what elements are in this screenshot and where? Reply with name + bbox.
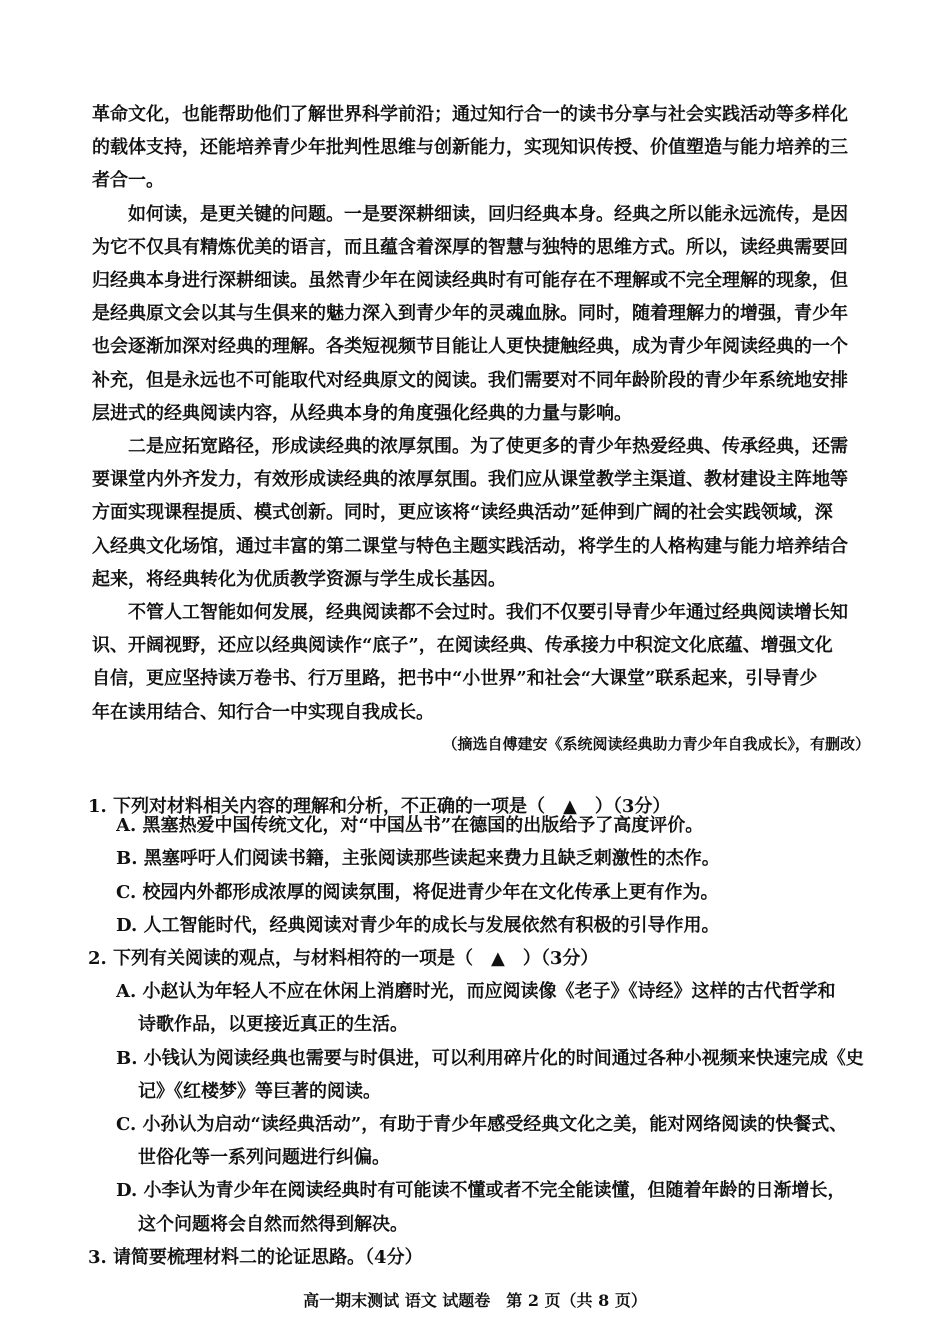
question-1-option-b: B. 黑塞呼吁人们阅读书籍，主张阅读那些读起来费力且缺乏刺激性的杰作。 bbox=[116, 848, 720, 869]
question-2-option-c-cont: 世俗化等一系列问题进行纠偏。 bbox=[138, 1147, 390, 1168]
passage-line: 归经典本身进行深耕细读。虽然青少年在阅读经典时有可能存在不理解或不完全理解的现象，但 bbox=[92, 270, 848, 291]
question-1-option-d: D. 人工智能时代，经典阅读对青少年的成长与发展依然有积极的引导作用。 bbox=[116, 915, 720, 936]
passage-line: 革命文化，也能帮助他们了解世界科学前沿；通过知行合一的读书分享与社会实践活动等多样化 bbox=[92, 104, 848, 125]
question-2-option-b-cont: 记》《红楼梦》等巨著的阅读。 bbox=[138, 1081, 381, 1102]
page-footer: 高一期末测试 语文 试题卷 第 2 页（共 8 页） bbox=[303, 1291, 647, 1310]
question-2-option-c: C. 小孙认为启动“读经典活动”，有助于青少年感受经典文化之美，能对网络阅读的快餐式、 bbox=[116, 1114, 848, 1135]
passage-line: 入经典文化场馆，通过丰富的第二课堂与特色主题实践活动，将学生的人格构建与能力培养结合 bbox=[92, 536, 848, 557]
passage-line: 也会逐渐加深对经典的理解。各类短视频节目能让人更快捷触经典，成为青少年阅读经典的一个 bbox=[92, 336, 848, 357]
question-2-option-d-cont: 这个问题将会自然而然得到解决。 bbox=[138, 1214, 408, 1235]
passage-line: 如何读，是更关键的问题。一是要深耕细读，回归经典本身。经典之所以能永远流传，是因 bbox=[128, 204, 848, 225]
question-1-option-a: A. 黑塞热爱中国传统文化，对“中国丛书”在德国的出版给予了高度评价。 bbox=[116, 815, 704, 836]
passage-source: （摘选自傅建安《系统阅读经典助力青少年自我成长》，有删改） bbox=[442, 735, 870, 753]
question-2-option-d: D. 小李认为青少年在阅读经典时有可能读不懂或者不完全能读懂，但随着年龄的日渐增长， bbox=[116, 1180, 846, 1201]
passage-line: 层进式的经典阅读内容，从经典本身的角度强化经典的力量与影响。 bbox=[92, 403, 632, 424]
passage-line: 方面实现课程提质、模式创新。同时，更应该将“读经典活动”延伸到广阔的社会实践领域，深 bbox=[92, 502, 833, 523]
question-2-option-a-cont: 诗歌作品，以更接近真正的生活。 bbox=[138, 1014, 408, 1035]
passage-line: 起来，将经典转化为优质教学资源与学生成长基因。 bbox=[92, 569, 506, 590]
question-1-stem: 1. 下列对材料相关内容的理解和分析，不正确的一项是（ ▲ ）（3分） bbox=[88, 796, 671, 817]
passage-line: 要课堂内外齐发力，有效形成读经典的浓厚氛围。我们应从课堂教学主渠道、教材建设主阵地等 bbox=[92, 469, 848, 490]
passage-line: 是经典原文会以其与生俱来的魅力深入到青少年的灵魂血脉。同时，随着理解力的增强，青少年 bbox=[92, 303, 848, 324]
passage-line: 年在读用结合、知行合一中实现自我成长。 bbox=[92, 702, 434, 723]
passage-line: 为它不仅具有精炼优美的语言，而且蕴含着深厚的智慧与独特的思维方式。所以，读经典需要回 bbox=[92, 237, 848, 258]
passage-line: 识、开阔视野，还应以经典阅读作“底子”，在阅读经典、传承接力中积淀文化底蕴、增强文化 bbox=[92, 635, 833, 656]
question-2-option-a: A. 小赵认为年轻人不应在休闲上消磨时光，而应阅读像《老子》《诗经》这样的古代哲学和 bbox=[116, 981, 836, 1002]
question-2-option-b: B. 小钱认为阅读经典也需要与时俱进，可以利用碎片化的时间通过各种小视频来快速完成《史 bbox=[116, 1048, 864, 1069]
question-2-stem: 2. 下列有关阅读的观点，与材料相符的一项是（ ▲ ）（3分） bbox=[88, 948, 599, 969]
passage-line: 不管人工智能如何发展，经典阅读都不会过时。我们不仅要引导青少年通过经典阅读增长知 bbox=[128, 602, 848, 623]
question-1-option-c: C. 校园内外都形成浓厚的阅读氛围，将促进青少年在文化传承上更有作为。 bbox=[116, 882, 719, 903]
passage-line: 补充，但是永远也不可能取代对经典原文的阅读。我们需要对不同年龄阶段的青少年系统地安排 bbox=[92, 370, 848, 391]
question-3-stem: 3. 请简要梳理材料二的论证思路。（4分） bbox=[88, 1247, 423, 1268]
passage-line: 二是应拓宽路径，形成读经典的浓厚氛围。为了使更多的青少年热爱经典、传承经典，还需 bbox=[128, 436, 848, 457]
passage-line: 自信，更应坚持读万卷书、行万里路，把书中“小世界”和社会“大课堂”联系起来，引导青少 bbox=[92, 668, 818, 689]
passage-line: 的载体支持，还能培养青少年批判性思维与创新能力，实现知识传授、价值塑造与能力培养的三 bbox=[92, 137, 848, 158]
passage-line: 者合一。 bbox=[92, 170, 164, 191]
